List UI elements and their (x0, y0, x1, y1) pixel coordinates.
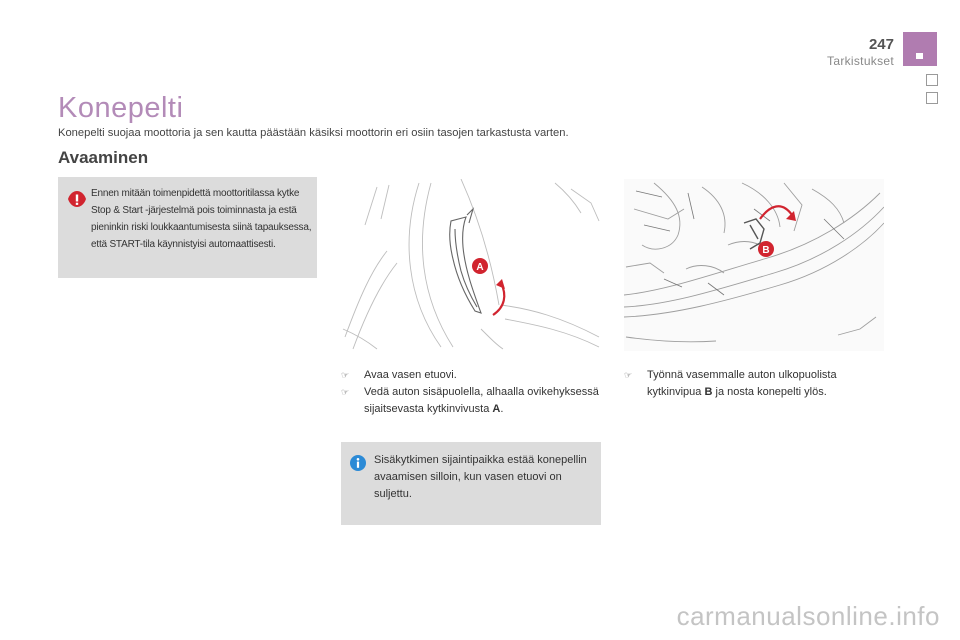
steps-left (341, 367, 603, 418)
step-text: Avaa vasen etuovi. (364, 369, 457, 381)
page-title: Konepelti (58, 92, 184, 124)
flag-bullet-icon: ☞ (341, 370, 350, 380)
page-number: 247 (868, 36, 894, 53)
exclamation-icon (65, 187, 89, 211)
list-item (341, 367, 603, 384)
section-name: Tarkistukset (827, 54, 894, 68)
info-text: Sisäkytkimen sijaintipaikka estää konepellin avaamisen silloin, kun vasen etuovi on suljettu. (374, 454, 587, 500)
chapter-tab[interactable] (926, 74, 938, 86)
list-item (341, 384, 603, 418)
flag-bullet-icon: ☞ (341, 387, 350, 397)
lever-a-label: A (476, 262, 484, 273)
illustration-outer-lever (624, 179, 884, 351)
lever-ref: A (492, 403, 501, 415)
info-icon (350, 455, 366, 471)
chapter-tab-active[interactable] (903, 32, 937, 66)
illustration-door-lever (341, 179, 601, 351)
step-text-end: ja nosta konepelti ylös. (712, 386, 827, 398)
watermark: carmanualsonline.info (676, 601, 940, 631)
steps-right (624, 367, 886, 401)
section-subtitle: Avaaminen (58, 148, 149, 167)
lever-ref: B (704, 386, 713, 398)
flag-bullet-icon: ☞ (624, 370, 633, 380)
warning-box (58, 177, 317, 278)
step-text: Vedä auton sisäpuolella, alhaalla ovikehyksessä sijaitsevasta kytkinvivusta (364, 386, 599, 415)
lever-b-label: B (762, 245, 770, 256)
info-box (341, 442, 601, 525)
square-icon (916, 53, 923, 59)
intro-text: Konepelti suojaa moottoria ja sen kautta päästään käsiksi moottorin eri osiin tasojen tarkastusta varten. (58, 127, 569, 139)
chapter-tab[interactable] (926, 92, 938, 104)
step-text: Työnnä vasemmalle auton ulkopuolista kytkinvipua (647, 369, 837, 398)
step-text-end: . (500, 403, 504, 415)
warning-text: Ennen mitään toimenpidettä moottoritilassa kytke Stop & Start -järjestelmä pois toiminnasta ja estä pieninkin riski loukkaantumisesta siinä tapauksessa, että START-tila käynnistyisi automaattisesti. (91, 188, 312, 250)
list-item (624, 367, 886, 401)
